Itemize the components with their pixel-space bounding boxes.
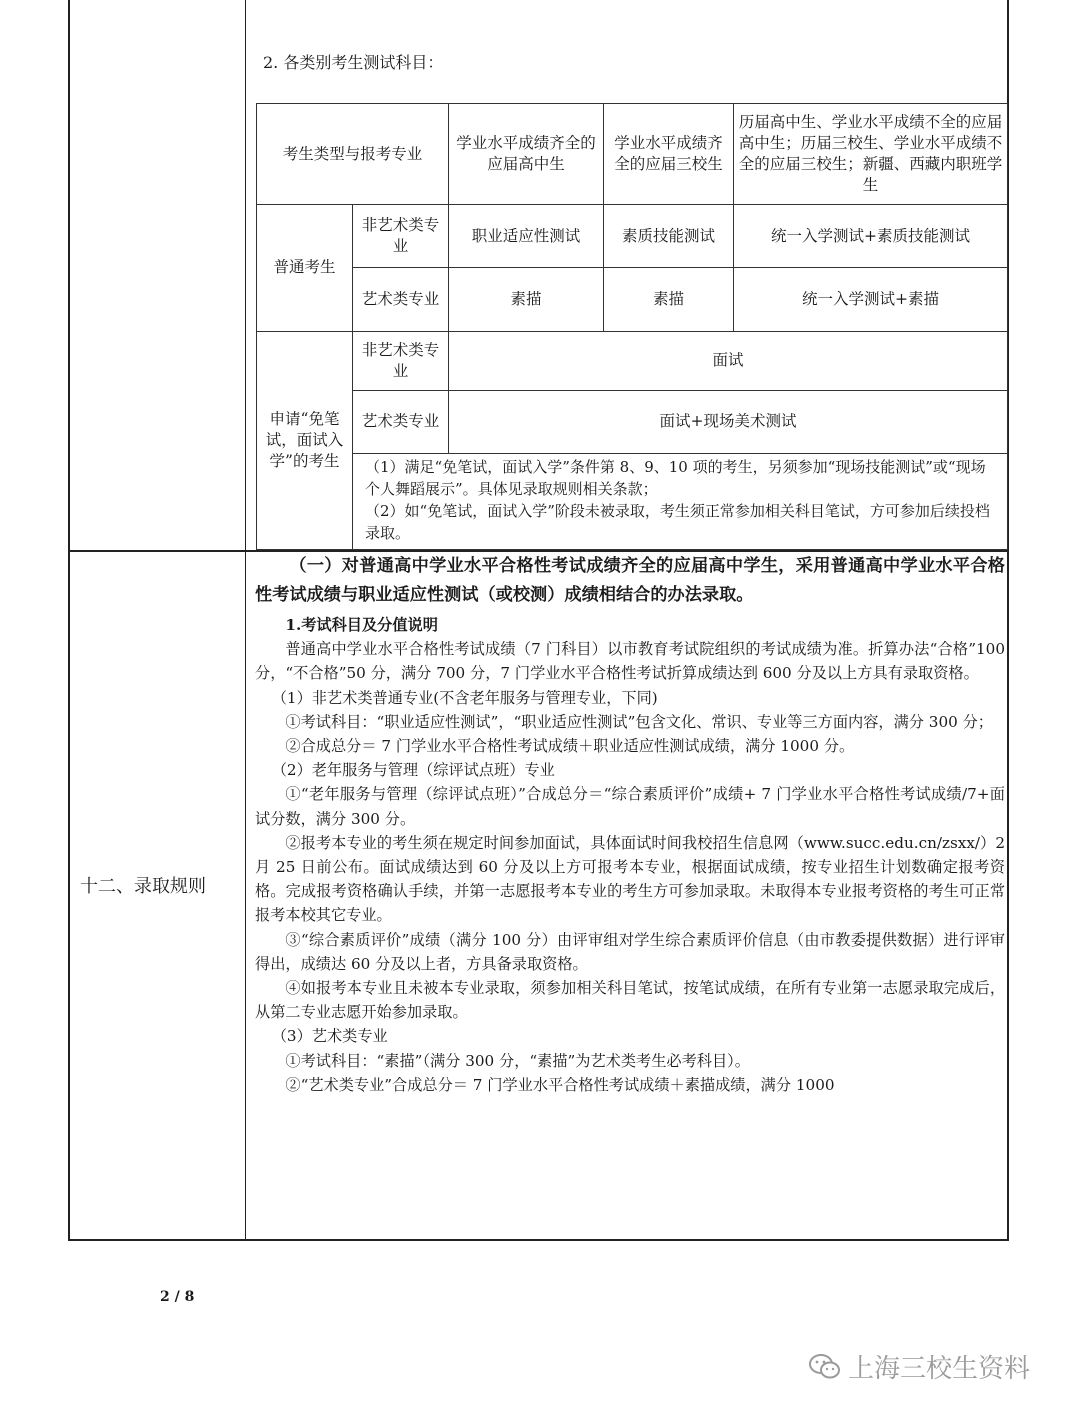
page-number: 2 / 8 <box>160 1289 195 1305</box>
table-row <box>257 331 1008 390</box>
subject-title: 2. 各类别考生测试科目： <box>263 53 444 72</box>
column-divider <box>245 0 246 1241</box>
wechat-icon <box>808 1353 842 1381</box>
major-cell: 艺术类专业 <box>353 390 449 453</box>
rules-subheading: 1.考试科目及分值说明 <box>285 616 438 634</box>
table-row <box>257 205 1008 268</box>
note-2: （2）如“免笔试，面试入学”阶段未被录取，考生须正常参加相关科目笔试，方可参加后续投档录取。 <box>365 501 990 542</box>
header-cell: 学业水平成绩齐全的应届高中生 <box>449 104 604 205</box>
table-cell: 面试 <box>449 331 1008 390</box>
paragraph: ①“老年服务与管理（综评试点班）”合成总分＝“综合素质评价”成绩+ 7 门学业水平合格性考试成绩/7+面试分数，满分 300 分。 <box>255 785 1005 828</box>
table-cell: 素质技能测试 <box>604 205 734 268</box>
header-cell: 考生类型与报考专业 <box>257 104 449 205</box>
paragraph: ②报考本专业的考生须在规定时间参加面试，具体面试时间我校招生信息网（www.succ.edu.cn/zsxx/）2 月 25 日前公布。面试成绩达到 60 分及以上方可报考本专业，根据面试成绩，按专业招生计划数确定报考资格。完成报考资格确认手续，并第一志愿报考本专业的考生方可参加录取。未取得本专业报考资格的考生可正常报考本校其它专业。 <box>255 833 1005 925</box>
watermark-text: 上海三校生资料 <box>848 1354 1031 1384</box>
table-row <box>257 453 1008 549</box>
paragraph: ②合成总分＝ 7 门学业水平合格性考试成绩＋职业适应性测试成绩，满分 1000 分。 <box>285 737 855 756</box>
major-cell: 非艺术类专业 <box>353 205 449 268</box>
header-cell: 历届高中生、学业水平成绩不全的应届高中生；历届三校生、学业水平成绩不全的应届三校生；新疆、西藏内职班学生 <box>734 104 1008 205</box>
paragraph: ②“艺术类专业”合成总分＝ 7 门学业水平合格性考试成绩＋素描成绩，满分 1000 <box>285 1075 835 1094</box>
section-label: 十二、录取规则 <box>80 876 206 897</box>
note-1: （1）满足“免笔试，面试入学”条件第 8、9、10 项的考生，另须参加“现场技能测试”或“现场个人舞蹈展示”。具体见录取规则相关条款； <box>365 457 986 498</box>
major-cell: 艺术类专业 <box>353 268 449 331</box>
paragraph: （1）非艺术类普通专业(不含老年服务与管理专业，下同) <box>271 688 658 707</box>
category-label: 普通考生 <box>257 205 353 331</box>
subject-table <box>256 103 1008 550</box>
paragraph: ④如报考本专业且未被本专业录取，须参加相关科目笔试，按笔试成绩，在所有专业第一志愿录取完成后，从第二专业志愿开始参加录取。 <box>255 979 1005 1022</box>
category-label: 申请“免笔试，面试入学”的考生 <box>257 331 353 550</box>
paragraph: ①考试科目：“职业适应性测试”，“职业适应性测试”包含文化、常识、专业等三方面内容，满分 300 分； <box>285 712 993 731</box>
header-cell: 学业水平成绩齐全的应届三校生 <box>604 104 734 205</box>
rules-body <box>255 552 1005 1097</box>
table-cell: 素描 <box>449 268 604 331</box>
table-row <box>257 268 1008 331</box>
table-cell: 职业适应性测试 <box>449 205 604 268</box>
table-cell: 素描 <box>604 268 734 331</box>
table-header-row <box>257 104 1008 205</box>
paragraph: ③“综合素质评价”成绩（满分 100 分）由评审组对学生综合素质评价信息（由市教委提供数据）进行评审得出，成绩达 60 分及以上者，方具备录取资格。 <box>255 930 1005 973</box>
paragraph: ①考试科目：“素描”（满分 300 分，“素描”为艺术类考生必考科目）。 <box>285 1051 750 1070</box>
paragraph: （2）老年服务与管理（综评试点班）专业 <box>271 761 555 780</box>
paragraph: （3）艺术类专业 <box>271 1027 388 1046</box>
paragraph: 普通高中学业水平合格性考试成绩（7 门科目）以市教育考试院组织的考试成绩为准。折算办法“合格”100 分，“不合格”50 分，满分 700 分，7 门学业水平合格性考试折算成绩达到 600 分及以上方具有录取资格。 <box>255 640 1005 683</box>
watermark <box>808 1348 1030 1385</box>
rules-heading: （一）对普通高中学业水平合格性考试成绩齐全的应届高中学生，采用普通高中学业水平合格性考试成绩与职业适应性测试（或校测）成绩相结合的办法录取。 <box>255 556 1005 605</box>
table-row <box>257 390 1008 453</box>
note-cell <box>353 453 1008 549</box>
table-cell: 面试+现场美术测试 <box>449 390 1008 453</box>
table-cell: 统一入学测试+素描 <box>734 268 1008 331</box>
table-cell: 统一入学测试+素质技能测试 <box>734 205 1008 268</box>
major-cell: 非艺术类专业 <box>353 331 449 390</box>
